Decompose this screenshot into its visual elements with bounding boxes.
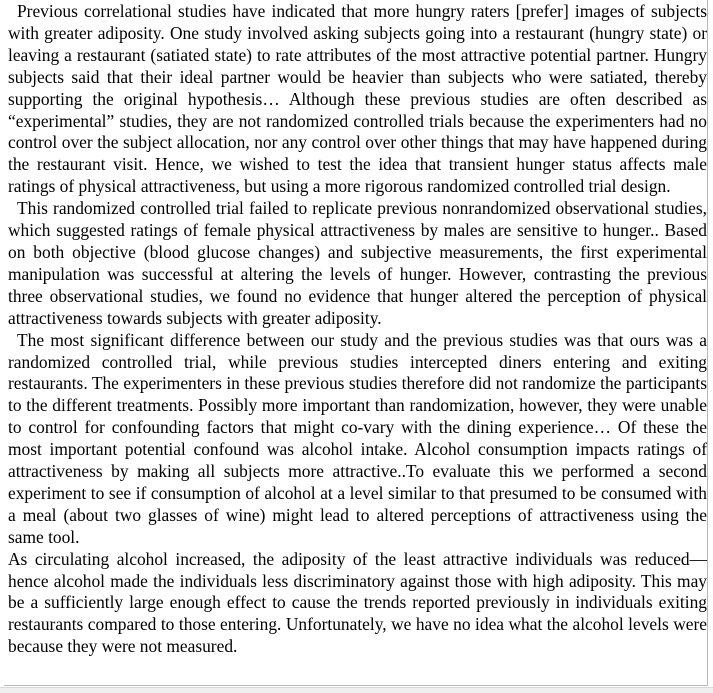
document-text-box [4, 0, 708, 686]
paragraph-3: The most significant difference between our study and the previous studies was that ours was a randomized controlled trial, while previous studies intercepted diners entering and exiting restaurants. The experimenters in these previous studies therefore did not randomize the participants to the different treatments. Possibly more important than randomization, however, they were unable to control for confounding factors that might co-vary with the dining experience… Of these the most important potential confound was alcohol intake. Alcohol consumption impacts ratings of attractiveness by making all subjects more attractive..To evaluate this we performed a second experiment to see if consumption of alcohol at a level similar to that presumed to be consumed with a meal (about two glasses of wine) might lead to altered perceptions of attractiveness using the same tool. [8, 329, 707, 547]
paragraph-2: This randomized controlled trial failed to replicate previous nonrandomized observational studies, which suggested ratings of female physical attractiveness by males are sensitive to hunger.. Based on both objective (blood glucose changes) and subjective measurements, the first experimental manipulation was successful at altering the levels of hunger. However, contrasting the previous three observational studies, we found no evidence that hunger altered the perception of physical attractiveness towards subjects with greater adiposity. [8, 198, 707, 328]
paragraph-4: As circulating alcohol increased, the adiposity of the least attractive individuals was reduced—hence alcohol made the individuals less discriminatory against those with high adiposity. This may be a sufficiently large enough effect to cause the trends reported previously in individuals exiting restaurants compared to those entering. Unfortunately, we have no idea what the alcohol levels were because they were not measured. [8, 548, 707, 657]
paragraph-1: Previous correlational studies have indicated that more hungry raters [prefer] images of subjects with greater adiposity. One study involved asking subjects going into a restaurant (hungry state) or leaving a restaurant (satiated state) to rate attributes of the most attractive potential partner. Hungry subjects said that their ideal partner would be heavier than subjects who were satiated, thereby supporting the original hypothesis… Although these previous studies are often described as “experimental” studies, they are not randomized controlled trials because the experimenters had no control over the subject allocation, nor any control over other things that may have happened during the restaurant visit. Hence, we wished to test the idea that transient hunger status affects male ratings of physical attractiveness, but using a more rigorous randomized controlled trial design. [8, 1, 707, 197]
window-bottom-edge [0, 687, 713, 693]
